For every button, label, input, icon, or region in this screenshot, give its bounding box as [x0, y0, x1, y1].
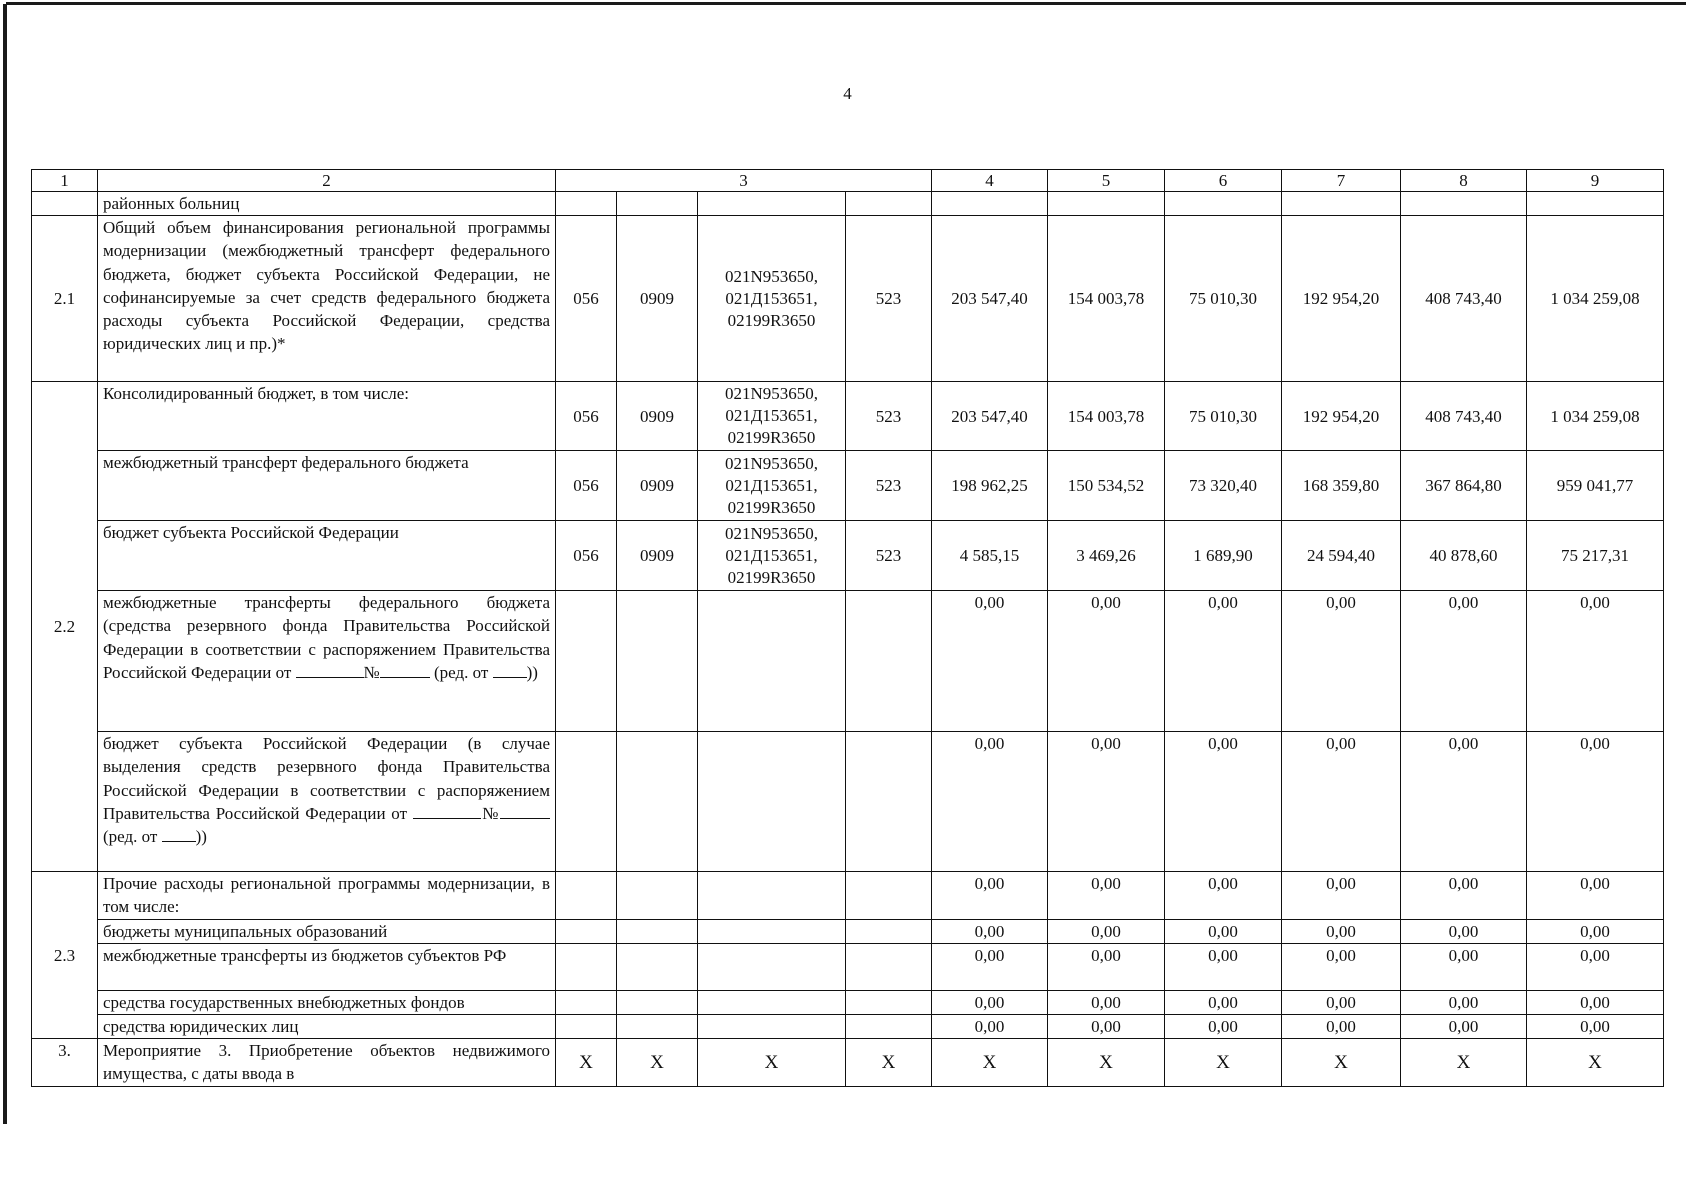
not-applicable-mark: Х	[1165, 1039, 1282, 1086]
section-code-cell: 0909	[617, 451, 698, 521]
target-code-cell: 021N953650, 021Д153651, 02199R3650	[698, 521, 846, 591]
row-description: межбюджетные трансферты из бюджетов субъектов РФ	[98, 943, 556, 990]
table-row	[32, 451, 1664, 521]
header-cell: 7	[1282, 170, 1401, 192]
value-cell: 1 034 259,08	[1527, 216, 1664, 382]
value-cell: 154 003,78	[1048, 382, 1165, 451]
row-number: 3.	[32, 1039, 98, 1086]
value-cell: 4 585,15	[932, 521, 1048, 591]
value-cell: 0,00	[1165, 990, 1282, 1014]
value-cell: 0,00	[932, 732, 1048, 872]
value-cell: 0,00	[1527, 990, 1664, 1014]
table-row	[32, 872, 1664, 919]
value-cell: 40 878,60	[1401, 521, 1527, 591]
value-cell: 0,00	[1527, 919, 1664, 943]
not-applicable-mark: Х	[932, 1039, 1048, 1086]
value-cell: 0,00	[1282, 872, 1401, 919]
not-applicable-mark: Х	[617, 1039, 698, 1086]
value-cell: 0,00	[932, 919, 1048, 943]
value-cell: 0,00	[1282, 943, 1401, 990]
value-cell: 24 594,40	[1282, 521, 1401, 591]
value-cell: 0,00	[1048, 1015, 1165, 1039]
row-description: бюджеты муниципальных образований	[98, 919, 556, 943]
table-row	[32, 919, 1664, 943]
table-row	[32, 521, 1664, 591]
edition-text: (ред. от	[103, 827, 158, 847]
value-cell: 0,00	[1165, 591, 1282, 732]
scan-edge-left	[3, 4, 7, 1124]
value-cell: 0,00	[1165, 732, 1282, 872]
description-text: бюджет субъекта Российской Федерации (в случае выделения средств резервного фонда Правительства Российской Федерации в соответствии с распоряжением Правительства Российской Федерации от	[103, 734, 550, 823]
value-cell: 0,00	[1282, 1015, 1401, 1039]
value-cell: 0,00	[1048, 990, 1165, 1014]
not-applicable-mark: Х	[1282, 1039, 1401, 1086]
value-cell: 0,00	[1527, 1015, 1664, 1039]
value-cell: 0,00	[1527, 591, 1664, 732]
value-cell: 0,00	[1048, 919, 1165, 943]
value-cell: 0,00	[932, 872, 1048, 919]
not-applicable-mark: Х	[1401, 1039, 1527, 1086]
header-cell: 9	[1527, 170, 1664, 192]
header-cell: 1	[32, 170, 98, 192]
row-description: районных больниц	[98, 192, 556, 216]
table-row	[32, 192, 1664, 216]
scan-edge-top	[6, 2, 1686, 5]
row-number	[32, 192, 98, 216]
target-code-cell: 021N953650, 021Д153651, 02199R3650	[698, 216, 846, 382]
row-description: Прочие расходы региональной программы модернизации, в том числе:	[98, 872, 556, 919]
value-cell: 0,00	[1282, 591, 1401, 732]
value-cell: 0,00	[1282, 732, 1401, 872]
value-cell: 0,00	[1527, 943, 1664, 990]
row-description: средства юридических лиц	[98, 1015, 556, 1039]
value-cell: 75 217,31	[1527, 521, 1664, 591]
value-cell: 0,00	[1165, 919, 1282, 943]
table-row	[32, 382, 1664, 451]
value-cell: 0,00	[1401, 732, 1527, 872]
value-cell: 0,00	[1048, 591, 1165, 732]
value-cell: 154 003,78	[1048, 216, 1165, 382]
value-cell: 408 743,40	[1401, 382, 1527, 451]
table-row	[32, 943, 1664, 990]
closing-brackets: ))	[526, 662, 538, 682]
section-code-cell: 0909	[617, 216, 698, 382]
not-applicable-mark: Х	[556, 1039, 617, 1086]
header-cell: 6	[1165, 170, 1282, 192]
value-cell: 0,00	[1401, 591, 1527, 732]
closing-brackets: ))	[195, 827, 207, 847]
value-cell: 0,00	[1165, 1015, 1282, 1039]
row-number: 2.2	[32, 382, 98, 872]
value-cell: 0,00	[932, 943, 1048, 990]
value-cell: 192 954,20	[1282, 382, 1401, 451]
number-sign: №	[363, 662, 380, 682]
not-applicable-mark: Х	[698, 1039, 846, 1086]
row-description	[98, 591, 556, 732]
edition-text: (ред. от	[434, 662, 489, 682]
budget-code-cell: 056	[556, 216, 617, 382]
row-description: бюджет субъекта Российской Федерации	[98, 521, 556, 591]
table-row	[32, 216, 1664, 382]
value-cell: 1 689,90	[1165, 521, 1282, 591]
header-cell: 2	[98, 170, 556, 192]
section-code-cell: 0909	[617, 382, 698, 451]
value-cell: 0,00	[1401, 919, 1527, 943]
header-cell: 4	[932, 170, 1048, 192]
value-cell: 168 359,80	[1282, 451, 1401, 521]
budget-code-cell: 056	[556, 451, 617, 521]
expense-type-cell: 523	[846, 216, 932, 382]
description-text: межбюджетные трансферты федерального бюджета (средства резервного фонда Правительства Российской Федерации в соответствии с распоряжением Правительства Российской Федерации от	[103, 593, 550, 682]
expense-type-cell: 523	[846, 521, 932, 591]
not-applicable-mark: Х	[1527, 1039, 1664, 1086]
value-cell: 75 010,30	[1165, 216, 1282, 382]
value-cell: 1 034 259,08	[1527, 382, 1664, 451]
date-blank	[296, 662, 364, 678]
value-cell: 0,00	[1401, 1015, 1527, 1039]
table-row	[32, 1015, 1664, 1039]
not-applicable-mark: Х	[846, 1039, 932, 1086]
table-row	[32, 1039, 1664, 1086]
value-cell: 203 547,40	[932, 382, 1048, 451]
row-description: межбюджетный трансферт федерального бюджета	[98, 451, 556, 521]
value-cell: 0,00	[1048, 943, 1165, 990]
value-cell: 73 320,40	[1165, 451, 1282, 521]
value-cell: 0,00	[1282, 990, 1401, 1014]
value-cell: 0,00	[932, 1015, 1048, 1039]
row-number: 2.1	[32, 216, 98, 382]
expense-type-cell: 523	[846, 382, 932, 451]
header-cell: 5	[1048, 170, 1165, 192]
row-description	[98, 732, 556, 872]
not-applicable-mark: Х	[1048, 1039, 1165, 1086]
value-cell: 0,00	[932, 591, 1048, 732]
value-cell: 0,00	[1527, 732, 1664, 872]
value-cell: 3 469,26	[1048, 521, 1165, 591]
edition-blank	[493, 662, 527, 678]
value-cell: 0,00	[1282, 919, 1401, 943]
value-cell: 408 743,40	[1401, 216, 1527, 382]
budget-code-cell: 056	[556, 521, 617, 591]
value-cell: 0,00	[1165, 872, 1282, 919]
edition-blank	[162, 826, 196, 842]
row-description: Общий объем финансирования региональной программы модернизации (межбюджетный трансферт федерального бюджета, бюджет субъекта Российской Федерации, не софинансируемые за счет средств федерального бюджета расходы субъекта Российской Федерации, средства юридических лиц и пр.)*	[98, 216, 556, 382]
row-description: Консолидированный бюджет, в том числе:	[98, 382, 556, 451]
value-cell: 0,00	[1048, 732, 1165, 872]
page-number: 4	[843, 84, 852, 103]
budget-code-cell: 056	[556, 382, 617, 451]
header-cell: 8	[1401, 170, 1527, 192]
target-code-cell: 021N953650, 021Д153651, 02199R3650	[698, 382, 846, 451]
header-cell: 3	[556, 170, 932, 192]
number-blank	[500, 803, 550, 819]
table-row	[32, 591, 1664, 732]
target-code-cell: 021N953650, 021Д153651, 02199R3650	[698, 451, 846, 521]
value-cell: 198 962,25	[932, 451, 1048, 521]
value-cell: 367 864,80	[1401, 451, 1527, 521]
row-description: Мероприятие 3. Приобретение объектов недвижимого имущества, с даты ввода в	[98, 1039, 556, 1086]
value-cell: 959 041,77	[1527, 451, 1664, 521]
header-row	[32, 170, 1664, 192]
section-code-cell: 0909	[617, 521, 698, 591]
table-row	[32, 732, 1664, 872]
value-cell: 0,00	[1401, 872, 1527, 919]
value-cell: 203 547,40	[932, 216, 1048, 382]
row-description: средства государственных внебюджетных фондов	[98, 990, 556, 1014]
number-blank	[380, 662, 430, 678]
value-cell: 0,00	[932, 990, 1048, 1014]
date-blank	[413, 803, 481, 819]
value-cell: 0,00	[1165, 943, 1282, 990]
value-cell: 192 954,20	[1282, 216, 1401, 382]
value-cell: 0,00	[1401, 990, 1527, 1014]
value-cell: 0,00	[1401, 943, 1527, 990]
row-number: 2.3	[32, 872, 98, 1039]
financing-table	[31, 169, 1664, 1087]
value-cell: 75 010,30	[1165, 382, 1282, 451]
number-sign: №	[480, 803, 500, 823]
value-cell: 150 534,52	[1048, 451, 1165, 521]
expense-type-cell: 523	[846, 451, 932, 521]
value-cell: 0,00	[1527, 872, 1664, 919]
table-row	[32, 990, 1664, 1014]
value-cell: 0,00	[1048, 872, 1165, 919]
